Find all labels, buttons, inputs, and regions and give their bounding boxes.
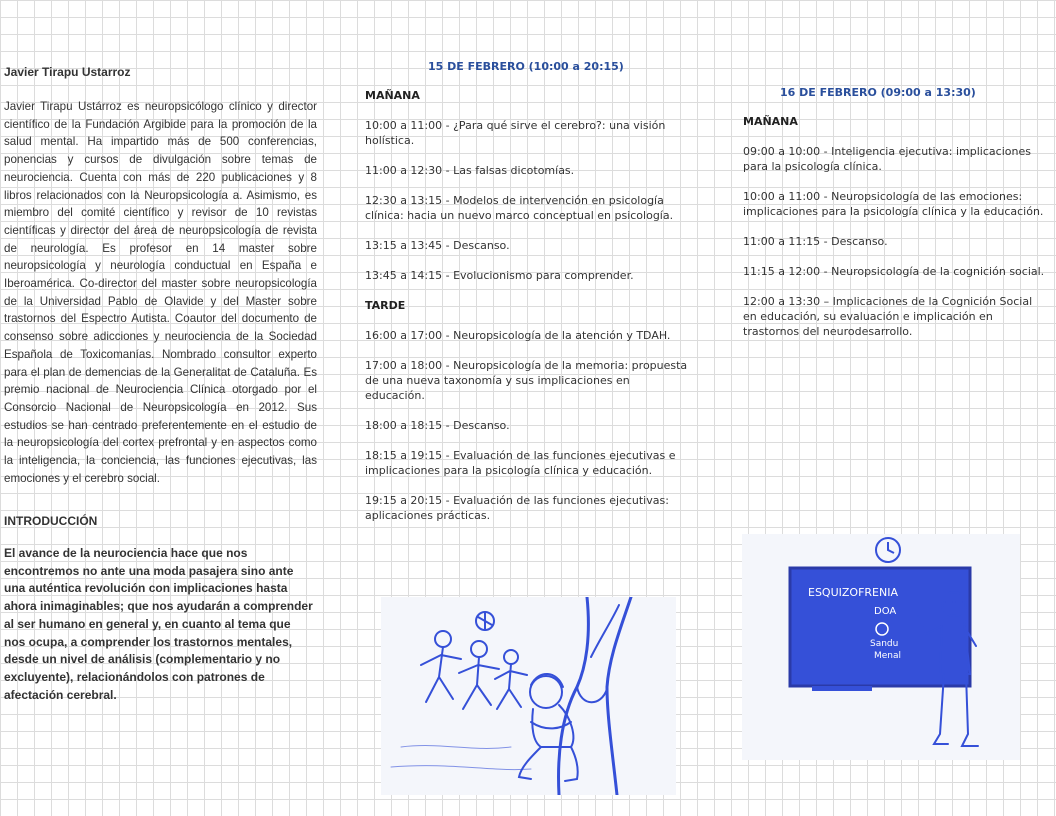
schedule-entry: 11:15 a 12:00 - Neuropsicología de la cognición social. [743, 265, 1045, 278]
schedule-entry: 12:30 a 13:15 - Modelos de intervención en psicología clínica: hacia un nuevo marco conceptual en psicología. [365, 194, 674, 222]
illustration-blackboard [742, 534, 1020, 760]
intro-text: El avance de la neurociencia hace que nos encontremos no ante una moda pasajera sino ante una auténtica revolución con implicaciones hasta ahora inimaginables; que nos ayudarán a comprender al ser humano en general y, en cuanto al tema que nos ocupa, a comprender los trastornos mentales, desde un nivel de análisis (complementario y no excluyente), relacionándolos con patrones de afectación cerebral. [4, 546, 313, 702]
speaker-column [4, 64, 317, 487]
schedule-entry: 13:15 a 13:45 - Descanso. [365, 239, 510, 252]
day1-schedule [365, 60, 690, 538]
speaker-bio: Javier Tirapu Ustárroz es neuropsicólogo clínico y director científico de la Fundación Argibide para la promoción de la salud mental. Ha impartido más de 500 conferencias, ponencias y cursos de divulgación sobre temas de neurociencia. Cuenta con más de 220 publicaciones y 8 libros relacionados con la Neuropsicología a. Asimismo, es miembro del comité científico y revisor de 10 revistas científicas y director del área de neuropsicología de revista de neurología. Es profesor en 14 master sobre neuropsicología y neurología conductual en España e Iberoamérica. Co-director del master sobre neuropsicología de la Universidad Pablo de Olavide y del Master sobre trastornos del Espectro Autista. Coautor del documento de consenso sobre adicciones y neurociencia de la Sociedad Española de Toxicomanías. Nombrado consultor experto para el plan de demencias de la Generalitat de Cataluña. Es premio nacional de Neurociencia Clínica otorgado por el Consorcio Nacional de Neuropsicología en 2012. Sus estudios se han centrado preferentemente en el estudio de la neuropsicología del cortex prefrontal y en aspectos como la inteligencia, la conciencia, las funciones ejecutivas, las emociones y el cerebro social. [4, 100, 317, 485]
schedule-entry: 16:00 a 17:00 - Neuropsicología de la atención y TDAH. [365, 329, 671, 342]
schedule-entry: 10:00 a 11:00 - Neuropsicología de las emociones: implicaciones para la psicología clínica y la educación. [743, 190, 1044, 218]
board-line1: DOA [874, 606, 897, 617]
schedule-entry: 18:00 a 18:15 - Descanso. [365, 419, 510, 432]
day2-morning-label: MAÑANA [743, 115, 798, 128]
day1-afternoon-label: TARDE [365, 299, 406, 312]
day2-schedule [743, 86, 1048, 354]
schedule-entry: 17:00 a 18:00 - Neuropsicología de la memoria: propuesta de una nueva taxonomía y sus implicaciones en educación. [365, 359, 688, 402]
day1-morning-label: MAÑANA [365, 89, 420, 102]
schedule-entry: 11:00 a 12:30 - Las falsas dicotomías. [365, 164, 575, 177]
schedule-entry: 19:15 a 20:15 - Evaluación de las funciones ejecutivas: aplicaciones prácticas. [365, 494, 669, 522]
day1-title: 15 DE FEBRERO (10:00 a 20:15) [428, 60, 624, 73]
schedule-entry: 13:45 a 14:15 - Evolucionismo para comprender. [365, 269, 634, 282]
speaker-name: Javier Tirapu Ustarroz [4, 65, 131, 79]
day2-title: 16 DE FEBRERO (09:00 a 13:30) [780, 86, 976, 99]
schedule-entry: 10:00 a 11:00 - ¿Para qué sirve el cerebro?: una visión holística. [365, 119, 666, 147]
sketch-blackboard [742, 534, 1020, 760]
board-title: ESQUIZOFRENIA [808, 586, 898, 599]
board-line2: Sandu [870, 639, 899, 649]
schedule-entry: 11:00 a 11:15 - Descanso. [743, 235, 888, 248]
schedule-entry: 18:15 a 19:15 - Evaluación de las funciones ejecutivas e implicaciones para la psicología clínica y educación. [365, 449, 676, 477]
intro-title: INTRODUCCIÓN [4, 514, 98, 528]
schedule-entry: 12:00 a 13:30 – Implicaciones de la Cognición Social en educación, su evaluación e implicación en trastornos del neurodesarrollo. [743, 295, 1033, 338]
board-line3: Menal [874, 651, 902, 661]
schedule-entry: 09:00 a 10:00 - Inteligencia ejecutiva: implicaciones para la psicología clínica. [743, 145, 1031, 173]
illustration-child-under-tree [381, 597, 676, 795]
sketch-tree-child [381, 597, 676, 795]
